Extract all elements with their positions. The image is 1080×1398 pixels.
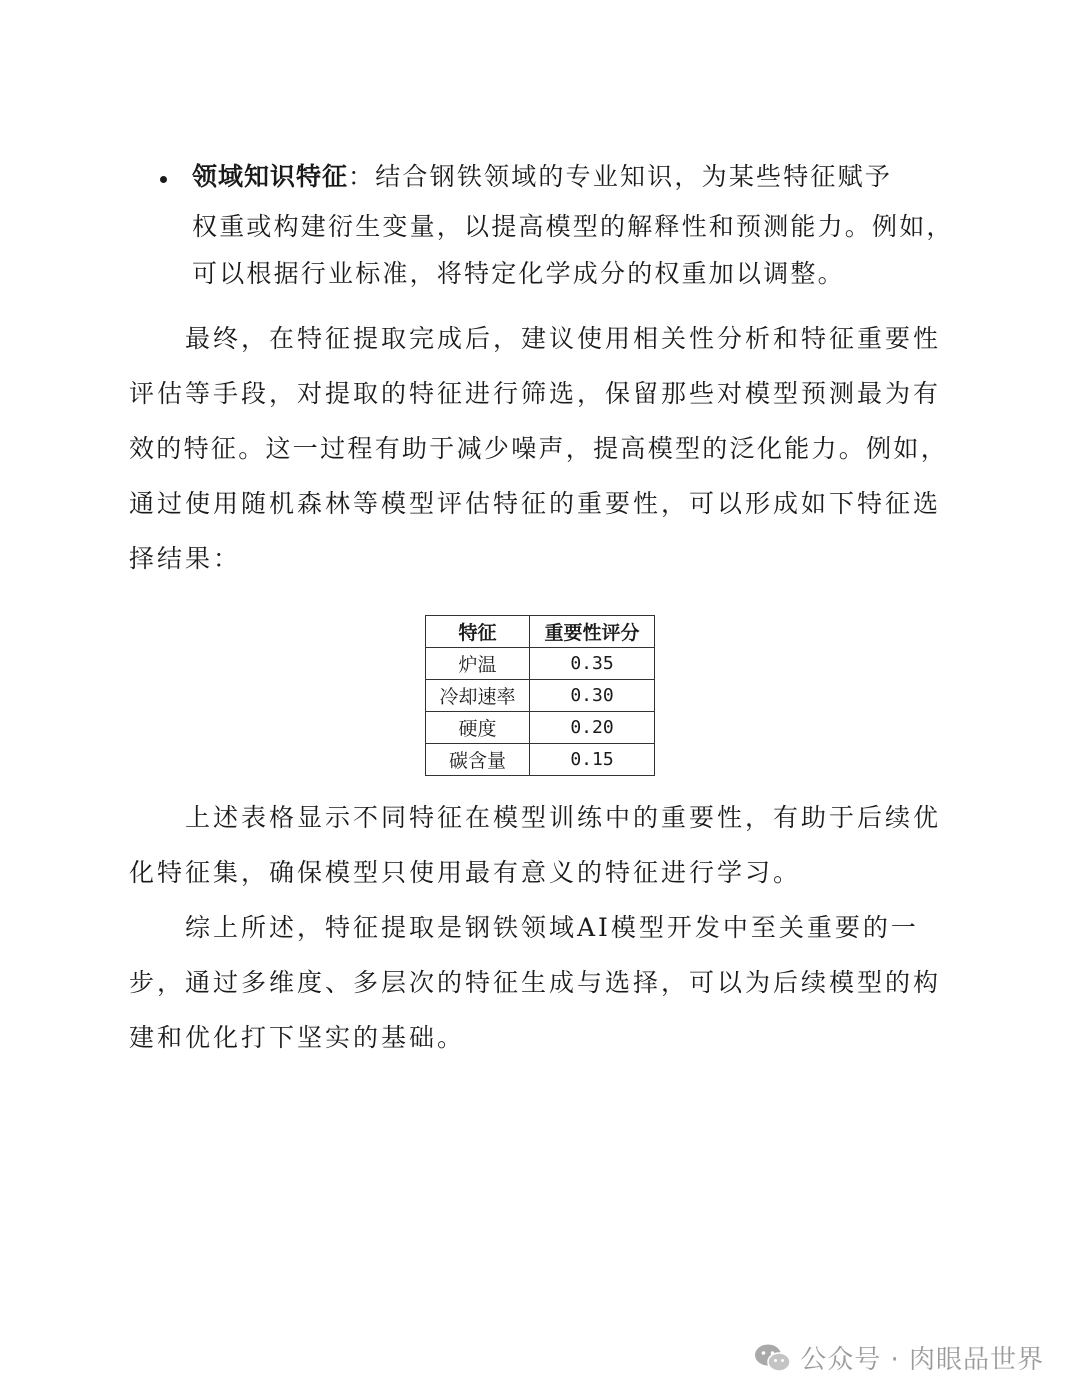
paragraph-line: 综上所述，特征提取是钢铁领域AI模型开发中至关重要的一 — [185, 913, 919, 942]
table-row — [426, 648, 655, 680]
paragraph-line: 评估等手段，对提取的特征进行筛选，保留那些对模型预测最为有 — [129, 379, 942, 408]
paragraph-line: 化特征集，确保模型只使用最有意义的特征进行学习。 — [129, 858, 802, 887]
bullet-dot-icon — [160, 176, 167, 183]
paragraph-line: 择结果： — [129, 544, 242, 573]
table-row — [426, 744, 655, 776]
bullet-term: 领域知识特征 — [192, 162, 349, 191]
bullet-line-3: 可以根据行业标准，将特定化学成分的权重加以调整。 — [192, 259, 845, 288]
paragraph-line: 步，通过多维度、多层次的特征生成与选择，可以为后续模型的构 — [129, 968, 942, 997]
table-header-row — [426, 616, 655, 648]
table-cell-score: 0.30 — [530, 680, 655, 712]
feature-importance-table — [425, 615, 655, 776]
watermark — [754, 1339, 1044, 1376]
table-cell-score: 0.20 — [530, 712, 655, 744]
paragraph-line: 效的特征。这一过程有助于减少噪声，提高模型的泛化能力。例如， — [129, 434, 949, 463]
table-cell-feature: 炉温 — [426, 648, 530, 680]
bullet-line-1 — [192, 152, 892, 202]
paragraph-line: 最终，在特征提取完成后，建议使用相关性分析和特征重要性 — [185, 324, 942, 353]
table-row — [426, 680, 655, 712]
paragraph-line: 建和优化打下坚实的基础。 — [129, 1023, 466, 1052]
table-header-score: 重要性评分 — [530, 616, 655, 648]
wechat-icon — [754, 1343, 792, 1373]
paragraph-line: 上述表格显示不同特征在模型训练中的重要性，有助于后续优 — [185, 803, 942, 832]
bullet-line-1-text: ：结合钢铁领域的专业知识，为某些特征赋予 — [348, 162, 893, 191]
table-cell-feature: 硬度 — [426, 712, 530, 744]
table-cell-score: 0.15 — [530, 744, 655, 776]
bullet-line-2: 权重或构建衍生变量，以提高模型的解释性和预测能力。例如， — [192, 212, 954, 241]
watermark-text: 公众号 · 肉眼品世界 — [800, 1345, 1044, 1375]
table-cell-feature: 冷却速率 — [426, 680, 530, 712]
paragraph-line: 通过使用随机森林等模型评估特征的重要性，可以形成如下特征选 — [129, 489, 942, 518]
table-cell-score: 0.35 — [530, 648, 655, 680]
table-header-feature: 特征 — [426, 616, 530, 648]
table-cell-feature: 碳含量 — [426, 744, 530, 776]
table-row — [426, 712, 655, 744]
